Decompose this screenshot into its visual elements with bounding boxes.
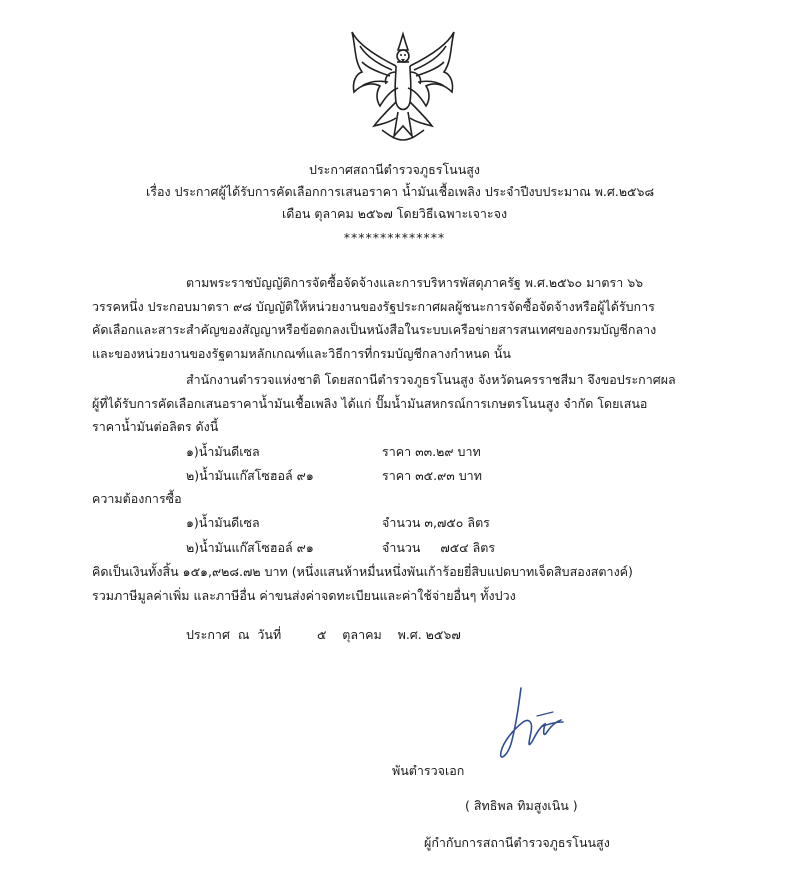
paragraph-1-line-1: ตามพระราชบัญญัติการจัดซื้อจัดจ้างและการบริหารพัสดุภาครัฐ พ.ศ.๒๕๖๐ มาตรา ๖๖: [186, 275, 644, 290]
signer-rank: พันตำรวจเอก: [392, 763, 465, 778]
total-amount-line: คิดเป็นเงินทั้งสิ้น ๑๕๑,๙๒๘.๗๒ บาท (หนึ่งแสนห้าหมื่นหนึ่งพันเก้าร้อยยี่สิบแปดบาทเจ็ดสิบสองสตางค์): [92, 564, 633, 579]
quantity-item: ๑)น้ำมันดีเซล: [186, 515, 260, 530]
paragraph-2-line-1: สำนักงานตำรวจแห่งชาติ โดยสถานีตำรวจภูธรโนนสูง จังหวัดนครราชสีมา จึงขอประกาศผล: [186, 372, 676, 387]
announcement-date: ประกาศ ณ วันที่ ๕ ตุลาคม พ.ศ. ๒๕๖๗: [186, 627, 461, 642]
paragraph-1-line-4: และของหน่วยงานของรัฐตามหลักเกณฑ์และวิธีการที่กรมบัญชีกลางกำหนด นั้น: [92, 346, 511, 361]
paragraph-2-line-3: ราคาน้ำมันต่อลิตร ดังนี้: [92, 419, 219, 434]
announcement-subject-date: เดือน ตุลาคม ๒๕๖๗ โดยวิธีเฉพาะเจาะจง: [281, 206, 508, 221]
quantity-item: ๒)น้ำมันแก๊สโซฮอล์ ๙๑: [186, 540, 314, 555]
price-value: ราคา ๓๓.๒๙ บาท: [382, 444, 481, 459]
handwritten-signature: [493, 682, 573, 772]
signer-name: ( สิทธิพล ทิมสูงเนิน ): [465, 798, 578, 813]
announcement-subject: เรื่อง ประกาศผู้ได้รับการคัดเลือกการเสนอราคา น้ำมันเชื้อเพลิง ประจำปีงบประมาณ พ.ศ.๒๕๖๘: [146, 184, 655, 199]
quantity-value: จำนวน ๗๕๔ ลิตร: [382, 540, 496, 555]
paragraph-1-line-3: คัดเลือกและสาระสำคัญของสัญญาหรือข้อตกลงเป็นหนังสือในระบบเครือข่ายสารสนเทศของกรมบัญชีกลาง: [92, 322, 657, 337]
garuda-emblem: [346, 26, 460, 144]
total-tax-note: รวมภาษีมูลค่าเพิ่ม และภาษีอื่น ค่าขนส่งค่าจดทะเบียนและค่าใช้จ่ายอื่นๆ ทั้งปวง: [92, 588, 516, 603]
separator-line: **************: [343, 230, 446, 245]
price-value: ราคา ๓๕.๙๓ บาท: [382, 468, 482, 483]
price-item: ๑)น้ำมันดีเซล: [186, 444, 260, 459]
quantity-value: จำนวน ๓,๗๕๐ ลิตร: [382, 515, 490, 530]
purchase-needs-label: ความต้องการซื้อ: [92, 491, 182, 506]
price-item: ๒)น้ำมันแก๊สโซฮอล์ ๙๑: [186, 468, 314, 483]
paragraph-1-line-2: วรรคหนึ่ง ประกอบมาตรา ๙๘ บัญญัติให้หน่วยงานของรัฐประกาศผลผู้ชนะการจัดซื้อจัดจ้างหรือผู้ได้รับการ: [92, 299, 655, 314]
announcement-title: ประกาศสถานีตำรวจภูธรโนนสูง: [309, 162, 480, 177]
signer-position: ผู้กำกับการสถานีตำรวจภูธรโนนสูง: [424, 835, 610, 850]
paragraph-2-line-2: ผู้ที่ได้รับการคัดเลือกเสนอราคาน้ำมันเชื้อเพลิง ได้แก่ ปั๊มน้ำมันสหกรณ์การเกษตรโนนสูง จำกัด โดยเสนอ: [92, 396, 648, 411]
